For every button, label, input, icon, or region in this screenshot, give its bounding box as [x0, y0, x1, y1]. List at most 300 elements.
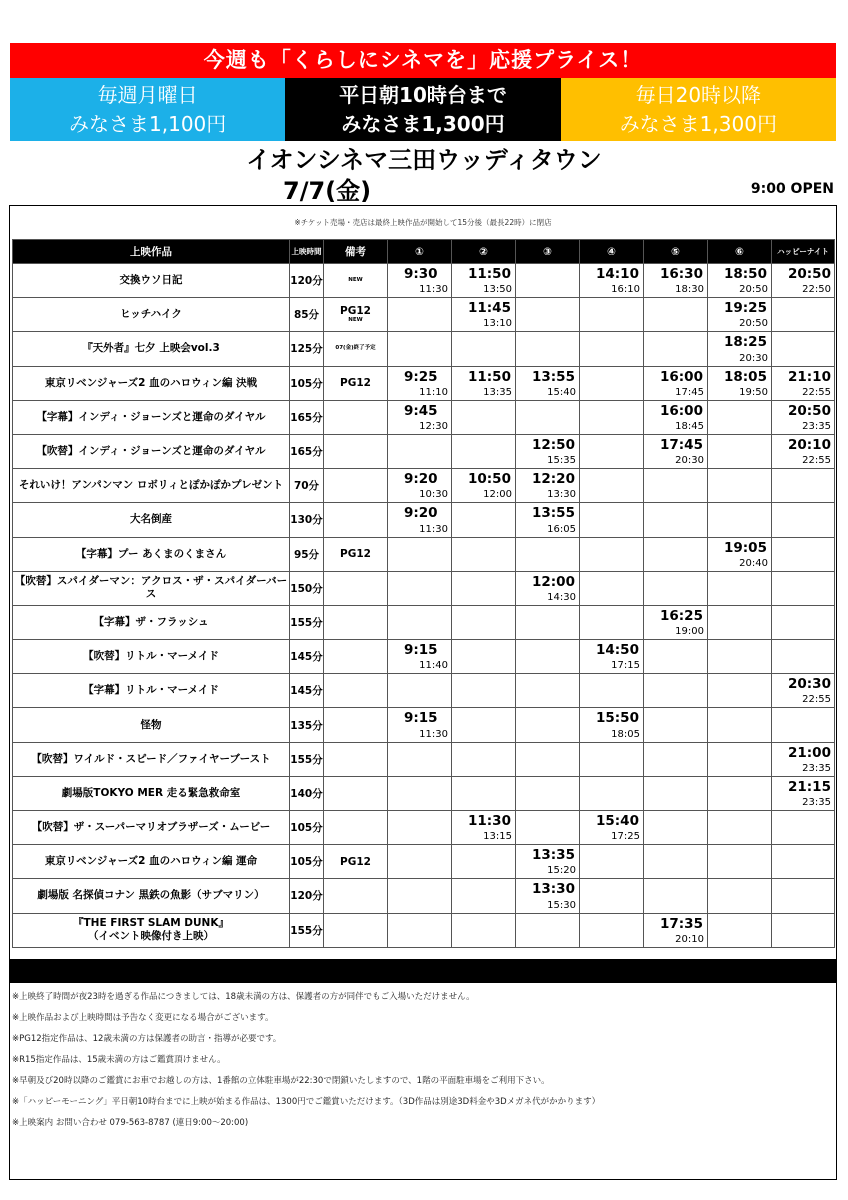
price-monday: [10, 78, 285, 141]
showtime-cell: [772, 742, 835, 776]
showtime-cell: [388, 400, 452, 434]
movie-runtime: 95分: [290, 537, 324, 571]
movie-runtime: 155分: [290, 605, 324, 639]
table-row: [13, 605, 835, 639]
showtime-cell: [644, 845, 708, 879]
showtime-cell: [388, 264, 452, 298]
movie-notes: [324, 879, 388, 913]
showtime-cell: [516, 845, 580, 879]
start-time: 16:00: [660, 402, 703, 419]
table-row: [13, 708, 835, 742]
start-time: 9:25: [404, 368, 438, 385]
showtime-cell: [644, 776, 708, 810]
movie-title: 【吹替】スパイダーマン：アクロス・ザ・スパイダーバース: [13, 571, 290, 605]
showtime-cell: [388, 674, 452, 708]
ticket-note: ※チケット売場・売店は最終上映作品が開始して15分後（最長22時）に閉店: [294, 218, 552, 227]
start-time: 16:00: [660, 368, 703, 385]
showtime-cell: [516, 298, 580, 332]
showtime-cell: [452, 537, 516, 571]
price-monday-label: 毎週月曜日: [97, 83, 198, 107]
showtime-cell: [580, 434, 644, 468]
showtime-cell: [580, 469, 644, 503]
movie-title: 東京リベンジャーズ2 血のハロウィン編 運命: [13, 845, 290, 879]
movie-runtime: 165分: [290, 434, 324, 468]
movie-notes: [324, 605, 388, 639]
showtime-cell: [452, 332, 516, 366]
showtime-cell: [644, 811, 708, 845]
start-time: 15:50: [596, 710, 639, 727]
showtime-cell: [580, 811, 644, 845]
movie-notes: [324, 503, 388, 537]
showtime-cell: [644, 434, 708, 468]
showtime-cell: [772, 503, 835, 537]
movie-title: 劇場版TOKYO MER 走る緊急救命室: [13, 776, 290, 810]
showtime-cell: [580, 571, 644, 605]
movie-runtime: 120分: [290, 264, 324, 298]
showtime-cell: [452, 400, 516, 434]
end-time: 17:45: [675, 386, 704, 398]
movie-notes: [324, 811, 388, 845]
start-time: 20:50: [788, 266, 831, 282]
start-time: 12:50: [532, 436, 575, 453]
end-time: 11:30: [419, 523, 448, 535]
showtime-cell: [772, 674, 835, 708]
start-time: 13:55: [532, 505, 575, 522]
end-time: 19:50: [739, 386, 768, 398]
showtime-cell: [516, 605, 580, 639]
header-runtime: 上映時間: [290, 240, 324, 264]
start-time: 16:30: [660, 266, 703, 282]
movie-title: 東京リベンジャーズ2 血のハロウィン編 決戦: [13, 366, 290, 400]
end-time: 15:35: [547, 455, 576, 467]
price-evening: [561, 78, 836, 141]
movie-notes: [324, 537, 388, 571]
status-note: NEW: [348, 317, 363, 324]
showtime-cell: [388, 503, 452, 537]
movie-notes: [324, 708, 388, 742]
start-time: 18:50: [724, 266, 767, 282]
end-time: 13:50: [483, 284, 512, 296]
end-time: 20:10: [675, 933, 704, 945]
movie-notes: [324, 298, 388, 332]
movie-runtime: 150分: [290, 571, 324, 605]
end-time: 14:30: [547, 591, 576, 603]
showtime-cell: [644, 742, 708, 776]
start-time: 14:50: [596, 642, 639, 659]
end-time: 20:40: [739, 557, 768, 569]
showtime-cell: [708, 332, 772, 366]
showtime-cell: [772, 879, 835, 913]
showtime-cell: [644, 264, 708, 298]
showtime-cell: [644, 537, 708, 571]
showtime-cell: [388, 571, 452, 605]
movie-runtime: 130分: [290, 503, 324, 537]
start-time: 9:30: [404, 266, 438, 282]
showtime-cell: [772, 776, 835, 810]
rating-badge: PG12: [340, 548, 371, 561]
schedule-date: 7/7(金): [283, 177, 372, 205]
showtime-cell: [452, 742, 516, 776]
movie-notes: [324, 640, 388, 674]
end-time: 16:10: [611, 284, 640, 296]
start-time: 17:45: [660, 436, 703, 453]
showtime-cell: [388, 605, 452, 639]
showtime-cell: [580, 845, 644, 879]
showtime-cell: [516, 776, 580, 810]
showtime-cell: [708, 469, 772, 503]
start-time: 19:25: [724, 300, 767, 317]
showtime-cell: [708, 264, 772, 298]
header-slot-5: ⑤: [644, 240, 708, 264]
footnote: ※「ハッピーモーニング」平日朝10時台までに上映が始まる作品は、1300円でご鑑賞いただけます。（3D作品は別途3D料金や3Dメガネ代がかかります）: [12, 1097, 601, 1107]
movie-title: 【吹替】リトル・マーメイド: [13, 640, 290, 674]
showtime-cell: [772, 400, 835, 434]
showtime-cell: [708, 674, 772, 708]
showtime-cell: [772, 708, 835, 742]
end-time: 23:35: [802, 420, 831, 432]
footnote: ※上映作品および上映時間は予告なく変更になる場合がございます。: [12, 1013, 274, 1023]
showtime-cell: [644, 332, 708, 366]
movie-runtime: 135分: [290, 708, 324, 742]
movie-runtime: 125分: [290, 332, 324, 366]
showtime-cell: [388, 434, 452, 468]
showtime-cell: [644, 605, 708, 639]
showtime-cell: [452, 469, 516, 503]
start-time: 19:05: [724, 539, 767, 556]
movie-title: 劇場版 名探偵コナン 黒鉄の魚影（サブマリン）: [13, 879, 290, 913]
end-time: 13:15: [483, 831, 512, 843]
end-time: 20:50: [739, 284, 768, 296]
showtime-cell: [772, 469, 835, 503]
footnotes: [12, 987, 832, 1134]
header-slot-3: ③: [516, 240, 580, 264]
showtime-cell: [388, 298, 452, 332]
movie-notes: [324, 366, 388, 400]
showtime-cell: [452, 708, 516, 742]
end-time: 15:30: [547, 899, 576, 911]
start-time: 11:50: [468, 368, 511, 385]
start-time: 9:20: [404, 471, 438, 488]
end-time: 22:55: [802, 386, 831, 398]
showtime-cell: [772, 264, 835, 298]
showtime-cell: [516, 366, 580, 400]
showtime-cell: [516, 264, 580, 298]
start-time: 20:10: [788, 436, 831, 453]
end-time: 11:30: [419, 284, 448, 296]
footnote: ※PG12指定作品は、12歳未満の方は保護者の助言・指導が必要です。: [12, 1034, 282, 1044]
end-time: 20:30: [739, 352, 768, 364]
end-time: 11:40: [419, 660, 448, 672]
showtime-cell: [772, 366, 835, 400]
movie-title: 『THE FIRST SLAM DUNK』 （イベント映像付き上映）: [13, 913, 290, 947]
table-row: [13, 674, 835, 708]
showtime-cell: [388, 845, 452, 879]
price-evening-price: みなさま1,300円: [619, 112, 777, 136]
table-row: [13, 845, 835, 879]
start-time: 20:30: [788, 676, 831, 693]
movie-runtime: 140分: [290, 776, 324, 810]
end-time: 12:00: [483, 489, 512, 501]
table-row: [13, 913, 835, 947]
end-time: 12:30: [419, 420, 448, 432]
movie-title: 怪物: [13, 708, 290, 742]
showtime-cell: [580, 879, 644, 913]
showtime-cell: [388, 537, 452, 571]
showtime-cell: [452, 605, 516, 639]
showtime-cell: [772, 434, 835, 468]
start-time: 21:10: [788, 368, 831, 385]
showtime-cell: [516, 400, 580, 434]
showtime-cell: [388, 742, 452, 776]
end-time: 18:05: [611, 728, 640, 740]
rating-badge: PG12: [340, 305, 371, 318]
showtime-cell: [708, 845, 772, 879]
movie-notes: [324, 674, 388, 708]
movie-title: それいけ！アンパンマン ロボリィとぽかぽかプレゼント: [13, 469, 290, 503]
showtime-cell: [708, 366, 772, 400]
showtime-cell: [516, 332, 580, 366]
start-time: 12:20: [532, 471, 575, 488]
end-time: 22:50: [802, 284, 831, 296]
price-evening-label: 毎日20時以降: [635, 83, 762, 107]
showtime-cell: [708, 434, 772, 468]
start-time: 13:30: [532, 881, 575, 898]
showtime-cell: [580, 264, 644, 298]
showtime-cell: [772, 298, 835, 332]
header-slot-2: ②: [452, 240, 516, 264]
start-time: 15:40: [596, 813, 639, 829]
showtime-cell: [388, 366, 452, 400]
showtime-cell: [708, 708, 772, 742]
movie-title: 【字幕】プー あくまのくまさん: [13, 537, 290, 571]
end-time: 16:05: [547, 523, 576, 535]
schedule-frame: [9, 205, 837, 1180]
footnote: ※早朝及び20時以降のご鑑賞にお車でお越しの方は、1番館の立体駐車場が22:30で閉鎖いたしますので、1階の平面駐車場をご利用下さい。: [12, 1076, 550, 1086]
showtime-cell: [644, 708, 708, 742]
showtime-cell: [516, 640, 580, 674]
showtime-cell: [516, 674, 580, 708]
showtime-cell: [388, 811, 452, 845]
end-time: 22:55: [802, 694, 831, 706]
open-time: 9:00 OPEN: [750, 181, 834, 197]
movie-runtime: 155分: [290, 913, 324, 947]
showtime-cell: [708, 503, 772, 537]
showtime-cell: [516, 469, 580, 503]
end-time: 18:45: [675, 420, 704, 432]
end-time: 20:30: [675, 455, 704, 467]
showtime-cell: [580, 400, 644, 434]
table-row: [13, 434, 835, 468]
showtime-cell: [388, 776, 452, 810]
movie-runtime: 85分: [290, 298, 324, 332]
header-slot-6: ⑥: [708, 240, 772, 264]
header-happy-night: ハッピーナイト: [772, 240, 835, 264]
movie-title: 【吹替】ワイルド・スピード／ファイヤーブースト: [13, 742, 290, 776]
price-monday-price: みなさま1,100円: [69, 112, 227, 136]
start-time: 21:00: [788, 744, 831, 761]
table-row: [13, 776, 835, 810]
showtime-cell: [388, 708, 452, 742]
start-time: 12:00: [532, 573, 575, 590]
status-note: 07(金)終了予定: [335, 345, 376, 352]
start-time: 9:20: [404, 505, 438, 522]
showtime-cell: [644, 913, 708, 947]
showtime-cell: [708, 776, 772, 810]
table-row: [13, 537, 835, 571]
header-slot-1: ①: [388, 240, 452, 264]
end-time: 13:10: [483, 318, 512, 330]
showtime-cell: [452, 845, 516, 879]
showtime-cell: [516, 811, 580, 845]
showtime-cell: [452, 674, 516, 708]
showtime-cell: [708, 400, 772, 434]
showtime-cell: [772, 332, 835, 366]
showtime-cell: [580, 332, 644, 366]
table-row: [13, 332, 835, 366]
showtime-cell: [708, 298, 772, 332]
movie-notes: [324, 469, 388, 503]
movie-title: 『天外者』七夕 上映会vol.3: [13, 332, 290, 366]
showtime-cell: [388, 332, 452, 366]
price-morning-price: みなさま1,300円: [341, 112, 505, 136]
end-time: 10:30: [419, 489, 448, 501]
table-row: [13, 469, 835, 503]
movie-title: 【吹替】ザ・スーパーマリオブラザーズ・ムービー: [13, 811, 290, 845]
start-time: 11:30: [468, 813, 511, 829]
showtime-cell: [644, 400, 708, 434]
footnote: ※R15指定作品は、15歳未満の方はご鑑賞頂けません。: [12, 1055, 226, 1065]
header-slot-4: ④: [580, 240, 644, 264]
end-time: 23:35: [802, 797, 831, 808]
header-notes: 備考: [324, 240, 388, 264]
end-time: 11:10: [419, 386, 448, 398]
showtime-cell: [516, 503, 580, 537]
showtime-cell: [452, 913, 516, 947]
showtime-cell: [452, 366, 516, 400]
movie-runtime: 165分: [290, 400, 324, 434]
showtime-cell: [388, 913, 452, 947]
table-row: [13, 298, 835, 332]
price-morning: [285, 78, 560, 141]
showtime-cell: [644, 674, 708, 708]
start-time: 21:15: [788, 778, 831, 795]
showtime-cell: [644, 366, 708, 400]
showtime-cell: [580, 913, 644, 947]
showtime-cell: [580, 776, 644, 810]
movie-notes: [324, 845, 388, 879]
showtime-cell: [452, 264, 516, 298]
showtime-cell: [644, 503, 708, 537]
start-time: 11:45: [468, 300, 511, 317]
end-time: 11:30: [419, 728, 448, 740]
table-row: [13, 879, 835, 913]
movie-title: 【字幕】インディ・ジョーンズと運命のダイヤル: [13, 400, 290, 434]
showtime-cell: [580, 605, 644, 639]
showtime-cell: [772, 640, 835, 674]
end-time: 17:25: [611, 831, 640, 843]
showtime-cell: [516, 537, 580, 571]
movie-title: 【吹替】インディ・ジョーンズと運命のダイヤル: [13, 434, 290, 468]
showtime-cell: [772, 845, 835, 879]
showtime-cell: [580, 708, 644, 742]
showtime-cell: [580, 503, 644, 537]
divider-bar: [10, 959, 836, 983]
movie-notes: [324, 913, 388, 947]
end-time: 19:00: [675, 626, 704, 638]
movie-notes: [324, 264, 388, 298]
showtime-cell: [452, 879, 516, 913]
showtime-cell: [644, 469, 708, 503]
table-row: [13, 571, 835, 605]
start-time: 10:50: [468, 471, 511, 488]
start-time: 11:50: [468, 266, 511, 282]
start-time: 16:25: [660, 607, 703, 624]
end-time: 15:20: [547, 865, 576, 877]
showtime-cell: [452, 571, 516, 605]
movie-title: 交換ウソ日記: [13, 264, 290, 298]
table-header-row: [13, 240, 835, 264]
movie-notes: [324, 400, 388, 434]
showtime-cell: [452, 503, 516, 537]
start-time: 20:50: [788, 402, 831, 419]
showtime-cell: [772, 811, 835, 845]
start-time: 14:10: [596, 266, 639, 282]
showtime-cell: [644, 879, 708, 913]
showtime-cell: [516, 742, 580, 776]
end-time: 20:50: [739, 318, 768, 330]
theater-name: イオンシネマ三田ウッディタウン: [246, 146, 602, 174]
table-row: [13, 811, 835, 845]
table-row: [13, 640, 835, 674]
showtime-cell: [388, 640, 452, 674]
showtime-cell: [708, 537, 772, 571]
end-time: 18:30: [675, 284, 704, 296]
end-time: 13:35: [483, 386, 512, 398]
showtime-cell: [452, 811, 516, 845]
showtime-cell: [708, 571, 772, 605]
showtime-cell: [452, 776, 516, 810]
showtime-cell: [516, 879, 580, 913]
start-time: 17:35: [660, 915, 703, 932]
showtime-cell: [516, 571, 580, 605]
showtime-cell: [772, 605, 835, 639]
showtime-cell: [452, 640, 516, 674]
table-row: [13, 400, 835, 434]
showtime-cell: [580, 298, 644, 332]
showtime-cell: [580, 640, 644, 674]
showtime-cell: [708, 640, 772, 674]
movie-notes: [324, 742, 388, 776]
table-row: [13, 742, 835, 776]
end-time: 22:55: [802, 455, 831, 467]
showtime-cell: [580, 742, 644, 776]
header-title: 上映作品: [13, 240, 290, 264]
start-time: 18:25: [724, 334, 767, 351]
showtime-cell: [772, 537, 835, 571]
showtime-cell: [388, 469, 452, 503]
end-time: 17:15: [611, 660, 640, 672]
showtime-cell: [708, 742, 772, 776]
movie-notes: [324, 571, 388, 605]
start-time: 9:15: [404, 710, 438, 727]
movie-runtime: 120分: [290, 879, 324, 913]
showtime-cell: [644, 298, 708, 332]
footnote: ※上映終了時間が夜23時を過ぎる作品につきましては、18歳未満の方は、保護者の方が同伴でもご入場いただけません。: [12, 992, 475, 1002]
start-time: 18:05: [724, 368, 767, 385]
start-time: 13:35: [532, 847, 575, 864]
showtime-cell: [708, 913, 772, 947]
end-time: 15:40: [547, 386, 576, 398]
